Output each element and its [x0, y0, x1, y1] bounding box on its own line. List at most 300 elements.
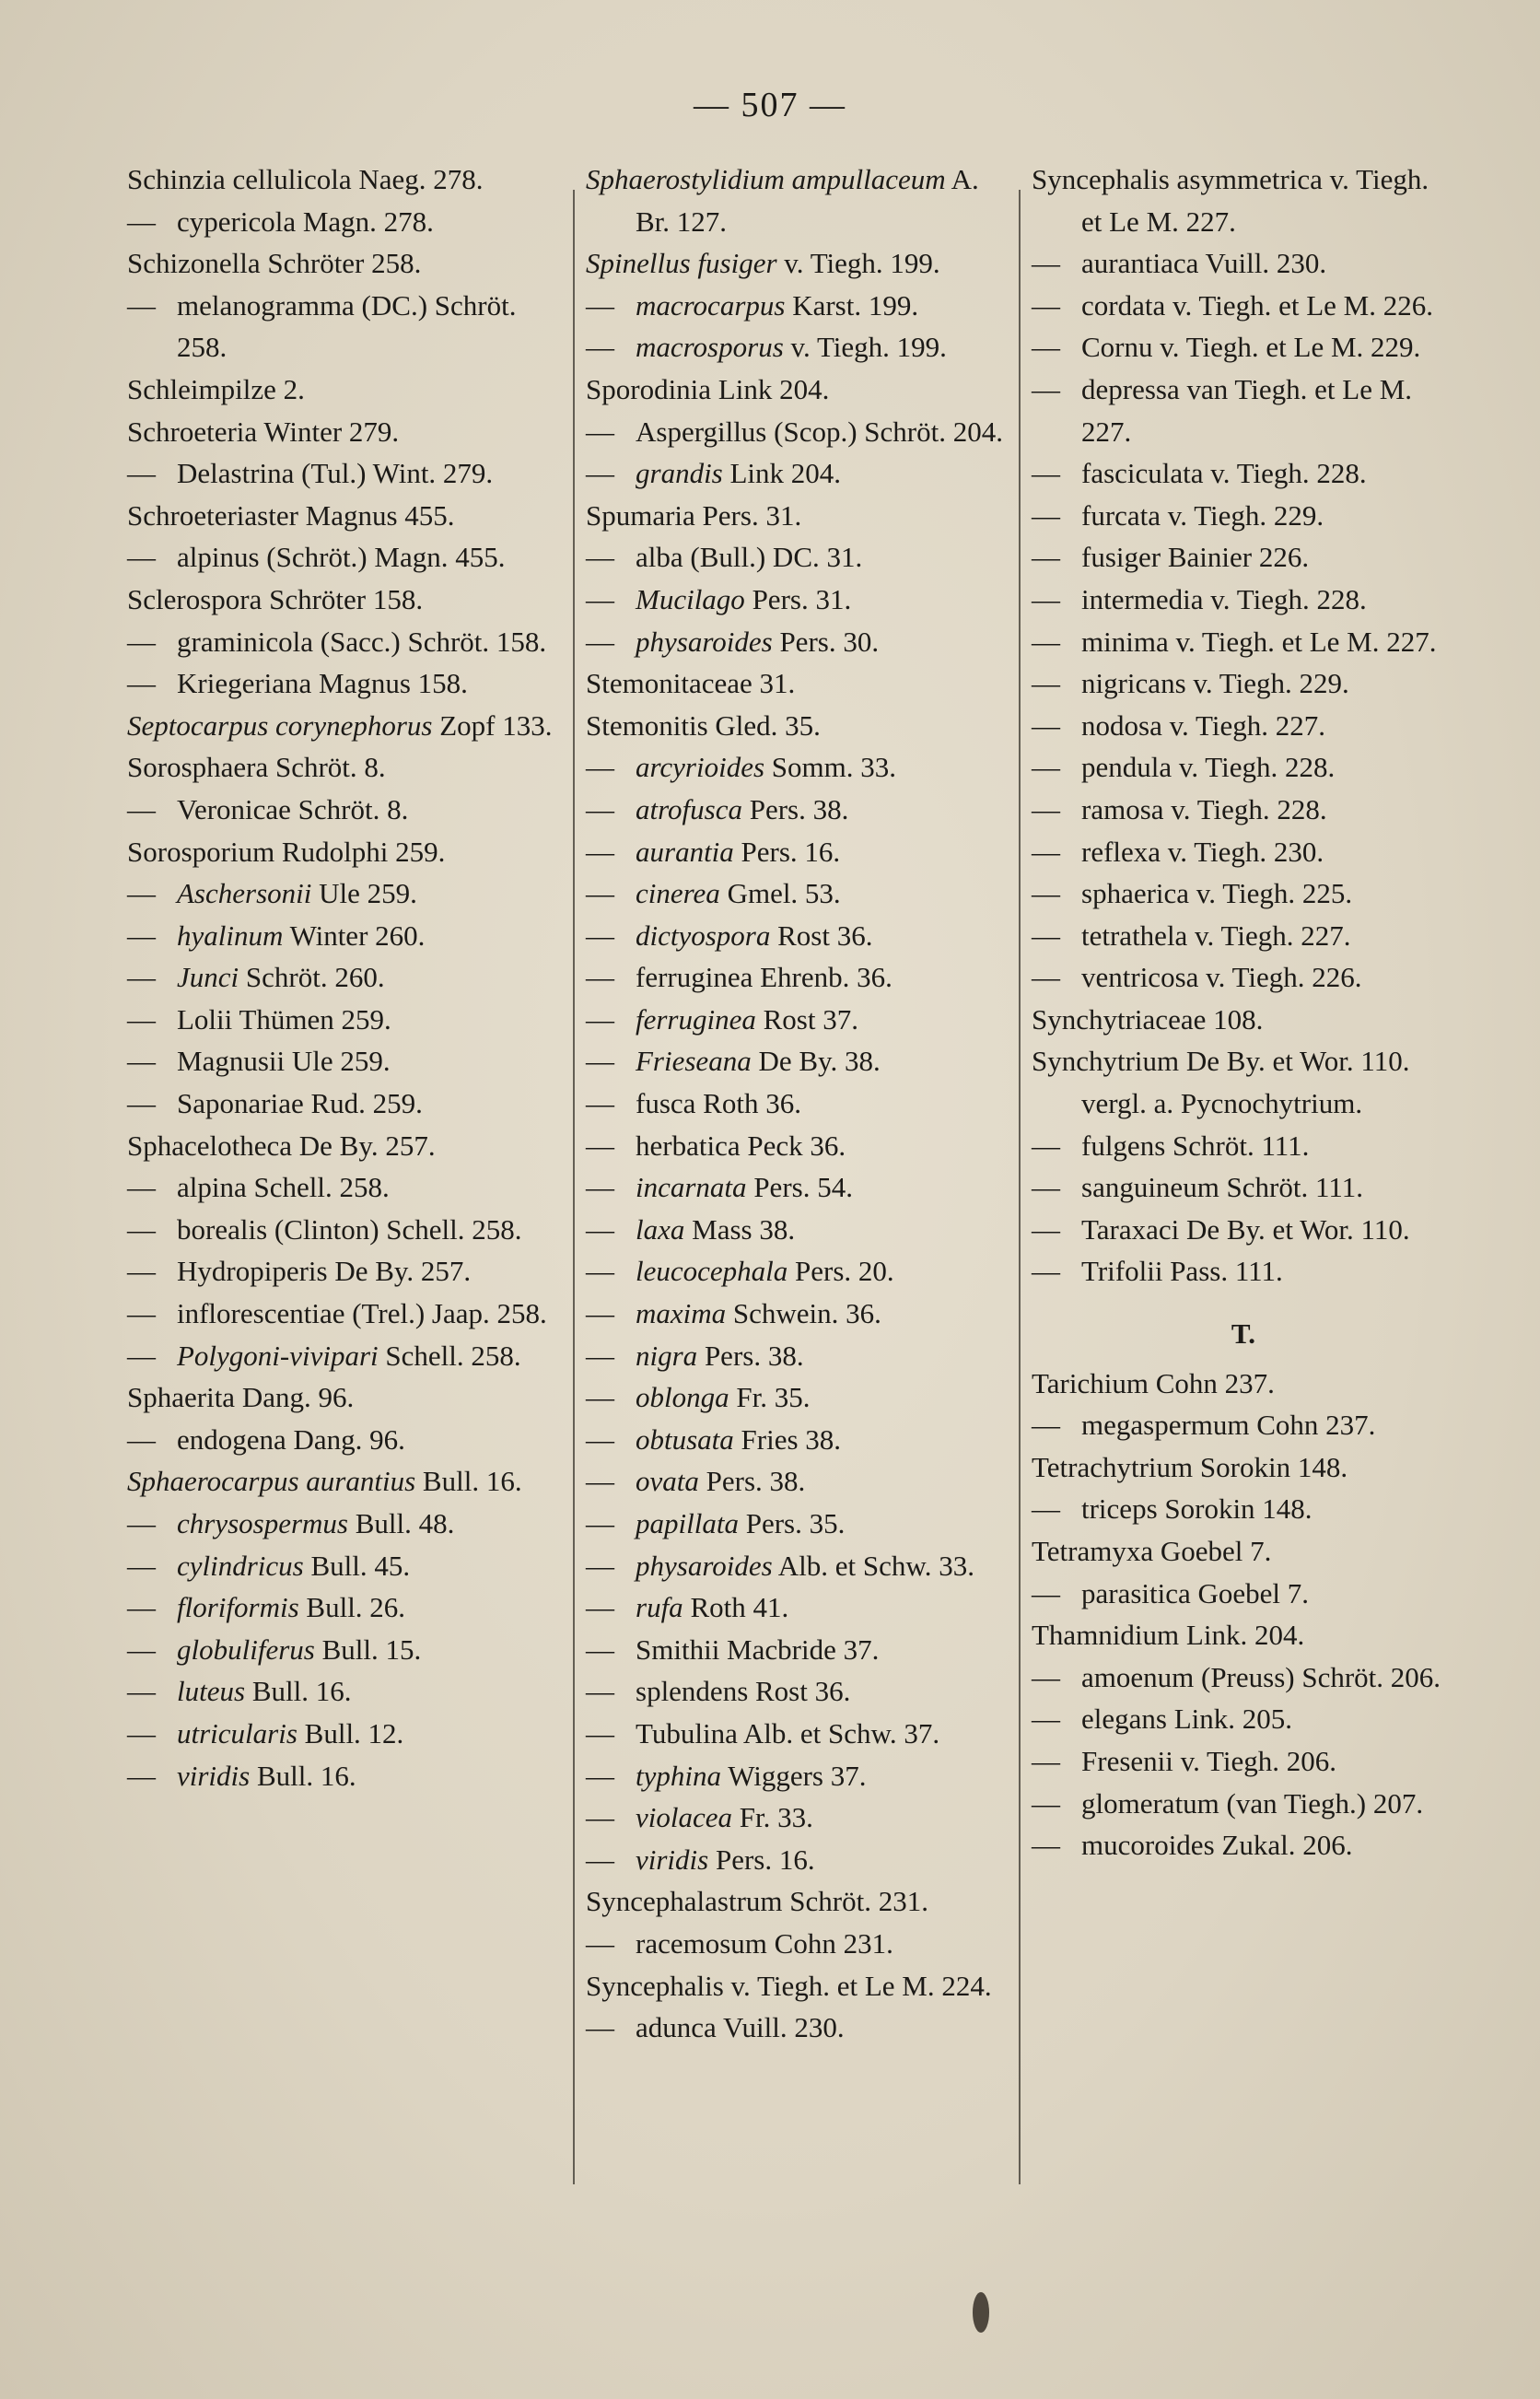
entry-text: Wiggers 37.: [721, 1759, 867, 1792]
dash-marker: —: [127, 1675, 156, 1708]
entry-text: fasciculata v. Tiegh. 228.: [1081, 457, 1367, 490]
entry-text: Mass 38.: [684, 1212, 796, 1246]
index-subentry: [127, 201, 560, 243]
index-subentry: [1032, 285, 1455, 327]
index-entry: [586, 662, 1019, 705]
dash-marker: —: [586, 1465, 614, 1498]
entry-text: Spumaria Pers. 31.: [586, 498, 802, 532]
entry-text: vergl. a. Pycnochytrium.: [1081, 1087, 1363, 1120]
dash-marker: —: [586, 1843, 614, 1876]
entry-text: ventricosa v. Tiegh. 226.: [1081, 961, 1362, 994]
index-subentry: [1032, 789, 1455, 831]
entry-text: adunca Vuill. 230.: [636, 2011, 845, 2044]
entry-text: Zopf 133.: [432, 708, 553, 742]
index-subentry: [586, 579, 1019, 621]
italic-name: maxima: [636, 1297, 727, 1330]
entry-text: Aspergillus (Scop.) Schröt. 204.: [636, 415, 1003, 448]
index-subentry: [586, 1293, 1019, 1335]
entry-text: sanguineum Schröt. 111.: [1081, 1171, 1363, 1204]
entry-text: borealis (Clinton) Schell. 258.: [177, 1212, 522, 1246]
index-entry: [1032, 1614, 1455, 1656]
italic-name: incarnata: [636, 1171, 747, 1204]
column-rule: [1019, 190, 1021, 2184]
index-subentry: [586, 1209, 1019, 1251]
index-subentry: [586, 326, 1019, 369]
index-entry: [127, 579, 560, 621]
index-entry: [127, 158, 560, 201]
index-subentry: [1032, 1488, 1455, 1530]
section-heading: T.: [1231, 1317, 1256, 1351]
dash-marker: —: [586, 792, 614, 825]
entry-text: Sporodinia Link 204.: [586, 372, 830, 405]
index-subentry: [586, 1419, 1019, 1461]
dash-marker: —: [586, 1045, 614, 1078]
index-entry: [1032, 999, 1455, 1041]
entry-text: Bull. 26.: [298, 1591, 406, 1624]
entry-text: fusca Roth 36.: [636, 1087, 801, 1120]
entry-text: Smithii Macbride 37.: [636, 1632, 880, 1666]
entry-text: Pers. 20.: [788, 1255, 894, 1288]
dash-marker: —: [127, 877, 156, 910]
index-entry: [127, 705, 560, 747]
entry-text: depressa van Tiegh. et Le M. 227.: [1081, 372, 1413, 448]
index-entry: [127, 242, 560, 285]
index-subentry: [586, 1755, 1019, 1797]
index-subentry: [586, 411, 1019, 453]
italic-name: viridis: [177, 1759, 251, 1792]
entry-text: Bull. 16.: [415, 1465, 522, 1498]
index-subentry: [586, 789, 1019, 831]
entry-text: elegans Link. 205.: [1081, 1703, 1293, 1736]
italic-name: floriformis: [177, 1591, 299, 1624]
italic-name: macrocarpus: [636, 288, 786, 322]
index-subentry: [586, 1503, 1019, 1545]
index-entry: [127, 1125, 560, 1167]
entry-text: reflexa v. Tiegh. 230.: [1081, 835, 1324, 868]
dash-marker: —: [127, 1759, 156, 1792]
index-subentry: [127, 1545, 560, 1587]
italic-name: Septocarpus corynephorus: [127, 708, 433, 742]
index-entry: [1032, 1082, 1455, 1125]
entry-text: Roth 41.: [682, 1591, 789, 1624]
entry-text: megaspermum Cohn 237.: [1081, 1409, 1376, 1442]
entry-text: fusiger Bainier 226.: [1081, 541, 1310, 574]
entry-text: ferruginea Ehrenb. 36.: [636, 961, 892, 994]
index-subentry: [586, 1629, 1019, 1671]
dash-marker: —: [127, 625, 156, 658]
entry-text: Bull. 16.: [245, 1675, 352, 1708]
dash-marker: —: [1032, 372, 1060, 405]
index-subentry: [1032, 452, 1455, 495]
dash-marker: —: [127, 792, 156, 825]
entry-text: nodosa v. Tiegh. 227.: [1081, 708, 1325, 742]
index-subentry: [1032, 621, 1455, 663]
entry-text: Bull. 48.: [348, 1507, 455, 1539]
dash-marker: —: [1032, 247, 1060, 280]
entry-text: Schell. 258.: [378, 1339, 521, 1372]
entry-text: melanogramma (DC.) Schröt. 258.: [177, 288, 517, 364]
index-subentry: [127, 452, 560, 495]
index-subentry: [1032, 956, 1455, 999]
index-subentry: [586, 999, 1019, 1041]
entry-text: Karst. 199.: [785, 288, 919, 322]
dash-marker: —: [586, 961, 614, 994]
index-subentry: [586, 1839, 1019, 1881]
entry-text: Schinzia cellulicola Naeg. 278.: [127, 163, 484, 195]
entry-text: Rost 37.: [755, 1002, 858, 1036]
index-subentry: [1032, 746, 1455, 789]
dash-marker: —: [1032, 288, 1060, 322]
entry-text: cypericola Magn. 278.: [177, 205, 434, 238]
index-entry: [127, 369, 560, 411]
dash-marker: —: [127, 1045, 156, 1078]
italic-name: typhina: [636, 1759, 721, 1792]
dash-marker: —: [127, 667, 156, 700]
entry-text: Alb. et Schw. 33.: [772, 1549, 974, 1582]
entry-text: Sclerospora Schröter 158.: [127, 582, 424, 615]
index-subentry: [1032, 705, 1455, 747]
index-subentry: [1032, 369, 1455, 452]
index-entry: [127, 831, 560, 873]
italic-name: Junci: [177, 961, 239, 994]
entry-text: Sphacelotheca De By. 257.: [127, 1129, 436, 1162]
dash-marker: —: [1032, 751, 1060, 784]
index-subentry: [1032, 579, 1455, 621]
italic-name: Sphaerocarpus aurantius: [127, 1465, 416, 1498]
index-subentry: [1032, 1740, 1455, 1783]
entry-text: Schroeteriaster Magnus 455.: [127, 498, 455, 532]
entry-text: Trifolii Pass. 111.: [1081, 1255, 1283, 1288]
dash-marker: —: [127, 205, 156, 238]
index-subentry: [586, 915, 1019, 957]
dash-marker: —: [127, 457, 156, 490]
entry-text: Pers. 38.: [698, 1465, 806, 1498]
index-subentry: [586, 956, 1019, 999]
index-subentry: [127, 1586, 560, 1629]
index-subentry: [1032, 1656, 1455, 1699]
italic-name: leucocephala: [636, 1255, 788, 1288]
entry-text: Tetrachytrium Sorokin 148.: [1032, 1450, 1348, 1483]
dash-marker: —: [586, 835, 614, 868]
italic-name: ovata: [636, 1465, 699, 1498]
entry-text: Kriegeriana Magnus 158.: [177, 667, 468, 700]
italic-name: Spinellus fusiger: [586, 247, 777, 280]
italic-name: viridis: [636, 1843, 709, 1876]
entry-text: Magnusii Ule 259.: [177, 1045, 391, 1078]
index-subentry: [1032, 326, 1455, 369]
dash-marker: —: [586, 751, 614, 784]
dash-marker: —: [127, 1087, 156, 1120]
index-subentry: [127, 662, 560, 705]
dash-marker: —: [1032, 1492, 1060, 1526]
dash-marker: —: [1032, 877, 1060, 910]
entry-text: Fresenii v. Tiegh. 206.: [1081, 1744, 1337, 1777]
dash-marker: —: [586, 331, 614, 364]
index-entry: [586, 705, 1019, 747]
index-entry: [586, 369, 1019, 411]
index-subentry: [586, 285, 1019, 327]
entry-text: Link 204.: [722, 457, 842, 490]
entry-text: Stemonitis Gled. 35.: [586, 708, 821, 742]
dash-marker: —: [127, 1297, 156, 1330]
dash-marker: —: [1032, 541, 1060, 574]
index-entry: [586, 158, 1019, 242]
dash-marker: —: [586, 1591, 614, 1624]
entry-text: alba (Bull.) DC. 31.: [636, 541, 863, 574]
index-subentry: [1032, 1824, 1455, 1867]
index-subentry: [586, 621, 1019, 663]
index-subentry: [127, 999, 560, 1041]
entry-text: Pers. 54.: [746, 1171, 853, 1204]
index-subentry: [586, 1923, 1019, 1965]
dash-marker: —: [1032, 835, 1060, 868]
entry-text: De By. 38.: [751, 1045, 881, 1078]
index-subentry: [586, 536, 1019, 579]
dash-marker: —: [127, 1339, 156, 1372]
index-entry: [1032, 1363, 1455, 1405]
entry-text: Winter 260.: [283, 919, 426, 952]
dash-marker: —: [586, 1087, 614, 1120]
index-subentry: [1032, 662, 1455, 705]
index-subentry: [586, 1460, 1019, 1503]
index-subentry: [127, 1040, 560, 1082]
dash-marker: —: [586, 1171, 614, 1204]
dash-marker: —: [586, 1926, 614, 1960]
entry-text: Tarichium Cohn 237.: [1032, 1366, 1275, 1399]
entry-text: v. Tiegh. 199.: [783, 331, 947, 364]
dash-marker: —: [586, 919, 614, 952]
dash-marker: —: [586, 1675, 614, 1708]
index-subentry: [586, 746, 1019, 789]
entry-text: Fr. 33.: [732, 1801, 813, 1834]
italic-name: hyalinum: [177, 919, 284, 952]
entry-text: minima v. Tiegh. et Le M. 227.: [1081, 625, 1437, 658]
dash-marker: —: [586, 1632, 614, 1666]
dash-marker: —: [586, 1339, 614, 1372]
entry-text: alpina Schell. 258.: [177, 1171, 390, 1204]
entry-text: Taraxaci De By. et Wor. 110.: [1081, 1212, 1410, 1246]
index-subentry: [127, 285, 560, 369]
italic-name: atrofusca: [636, 792, 742, 825]
dash-marker: —: [1032, 792, 1060, 825]
dash-marker: —: [1032, 1255, 1060, 1288]
dash-marker: —: [1032, 1171, 1060, 1204]
entry-text: Cornu v. Tiegh. et Le M. 229.: [1081, 331, 1421, 364]
index-subentry: [1032, 831, 1455, 873]
entry-text: Bull. 16.: [250, 1759, 356, 1792]
entry-text: Lolii Thümen 259.: [177, 1002, 391, 1036]
entry-text: herbatica Peck 36.: [636, 1129, 846, 1162]
dash-marker: —: [1032, 1786, 1060, 1820]
index-subentry: [127, 1419, 560, 1461]
entry-text: Schroeteria Winter 279.: [127, 415, 400, 448]
index-subentry: [586, 1166, 1019, 1209]
entry-text: splendens Rost 36.: [636, 1675, 851, 1708]
index-subentry: [127, 536, 560, 579]
dash-marker: —: [1032, 667, 1060, 700]
index-subentry: [127, 1209, 560, 1251]
dash-marker: —: [127, 1255, 156, 1288]
italic-name: macrosporus: [636, 331, 784, 364]
dash-marker: —: [586, 1549, 614, 1582]
italic-name: chrysospermus: [177, 1507, 348, 1539]
index-subentry: [586, 1545, 1019, 1587]
entry-text: Bull. 12.: [297, 1716, 404, 1750]
dash-marker: —: [1032, 1409, 1060, 1442]
dash-marker: —: [127, 1591, 156, 1624]
dash-marker: —: [586, 877, 614, 910]
entry-text: Syncephalastrum Schröt. 231.: [586, 1885, 928, 1918]
entry-text: Schleimpilze 2.: [127, 372, 305, 405]
dash-marker: —: [127, 1549, 156, 1582]
index-entry: [586, 1880, 1019, 1923]
dash-marker: —: [127, 288, 156, 322]
dash-marker: —: [1032, 708, 1060, 742]
entry-text: Somm. 33.: [764, 751, 897, 784]
entry-text: Pers. 35.: [738, 1507, 846, 1539]
dash-marker: —: [586, 415, 614, 448]
index-subentry: [586, 831, 1019, 873]
entry-text: Syncephalis asymmetrica v. Tiegh. et Le M. 227.: [1032, 163, 1429, 238]
entry-text: mucoroides Zukal. 206.: [1081, 1829, 1353, 1862]
entry-text: Thamnidium Link. 204.: [1032, 1619, 1305, 1652]
dash-marker: —: [586, 1716, 614, 1750]
dash-marker: —: [127, 1171, 156, 1204]
entry-text: tetrathela v. Tiegh. 227.: [1081, 919, 1351, 952]
dash-marker: —: [1032, 1660, 1060, 1693]
entry-text: Syncephalis v. Tiegh. et Le M. 224.: [586, 1969, 992, 2002]
dash-marker: —: [1032, 919, 1060, 952]
index-subentry: [1032, 495, 1455, 537]
dash-marker: —: [586, 582, 614, 615]
dash-marker: —: [1032, 582, 1060, 615]
dash-marker: —: [586, 1212, 614, 1246]
index-subentry: [127, 1250, 560, 1293]
italic-name: laxa: [636, 1212, 685, 1246]
italic-name: Mucilago: [636, 582, 745, 615]
index-subentry: [586, 1586, 1019, 1629]
index-subentry: [586, 1082, 1019, 1125]
dash-marker: —: [127, 1422, 156, 1456]
index-subentry: [127, 1755, 560, 1797]
entry-text: A. Br. 127.: [636, 163, 979, 238]
entry-text: Sorosporium Rudolphi 259.: [127, 835, 446, 868]
entry-text: amoenum (Preuss) Schröt. 206.: [1081, 1660, 1441, 1693]
index-subentry: [586, 2007, 1019, 2049]
dash-marker: —: [586, 1759, 614, 1792]
index-entry: [127, 411, 560, 453]
italic-name: papillata: [636, 1507, 739, 1539]
index-entry: [127, 1460, 560, 1503]
entry-text: Pers. 38.: [741, 792, 849, 825]
italic-name: Polygoni-vivipari: [177, 1339, 379, 1372]
entry-text: Pers. 30.: [772, 625, 880, 658]
dash-marker: —: [127, 919, 156, 952]
entry-text: Pers. 16.: [708, 1843, 815, 1876]
index-subentry: [127, 1629, 560, 1671]
entry-text: Pers. 31.: [744, 582, 852, 615]
dash-marker: —: [586, 1297, 614, 1330]
page-number: — 507 —: [694, 86, 846, 124]
index-subentry: [1032, 1573, 1455, 1615]
italic-name: luteus: [177, 1675, 246, 1708]
italic-name: globuliferus: [177, 1632, 315, 1666]
entry-text: aurantiaca Vuill. 230.: [1081, 247, 1327, 280]
entry-text: v. Tiegh. 199.: [776, 247, 940, 280]
italic-name: obtusata: [636, 1422, 734, 1456]
dash-marker: —: [586, 1255, 614, 1288]
index-subentry: [586, 1040, 1019, 1082]
dash-marker: —: [127, 1507, 156, 1539]
dash-marker: —: [1032, 1576, 1060, 1609]
index-subentry: [127, 872, 560, 915]
dash-marker: —: [586, 457, 614, 490]
italic-name: rufa: [636, 1591, 683, 1624]
entry-text: nigricans v. Tiegh. 229.: [1081, 667, 1349, 700]
index-subentry: [1032, 1404, 1455, 1446]
dash-marker: —: [127, 1716, 156, 1750]
entry-text: parasitica Goebel 7.: [1081, 1576, 1310, 1609]
index-subentry: [127, 1503, 560, 1545]
entry-text: Pers. 16.: [733, 835, 841, 868]
dash-marker: —: [1032, 1703, 1060, 1736]
index-entry: [127, 1376, 560, 1419]
italic-name: cylindricus: [177, 1549, 304, 1582]
entry-text: furcata v. Tiegh. 229.: [1081, 498, 1324, 532]
entry-text: ramosa v. Tiegh. 228.: [1081, 792, 1327, 825]
ink-blot: [973, 2292, 989, 2333]
index-subentry: [586, 452, 1019, 495]
dash-marker: —: [1032, 1129, 1060, 1162]
entry-text: Bull. 45.: [303, 1549, 411, 1582]
dash-marker: —: [127, 541, 156, 574]
italic-name: oblonga: [636, 1381, 729, 1414]
index-entry: [127, 746, 560, 789]
entry-text: triceps Sorokin 148.: [1081, 1492, 1312, 1526]
entry-text: endogena Dang. 96.: [177, 1422, 405, 1456]
entry-text: pendula v. Tiegh. 228.: [1081, 751, 1336, 784]
index-subentry: [1032, 1209, 1455, 1251]
dash-marker: —: [1032, 457, 1060, 490]
index-subentry: [586, 1713, 1019, 1755]
index-subentry: [127, 1293, 560, 1335]
index-entry: [1032, 1040, 1455, 1082]
dash-marker: —: [1032, 498, 1060, 532]
entry-text: Synchytriaceae 108.: [1032, 1002, 1264, 1036]
entry-text: fulgens Schröt. 111.: [1081, 1129, 1310, 1162]
index-subentry: [127, 956, 560, 999]
index-column-1: [127, 158, 560, 1796]
index-subentry: [127, 915, 560, 957]
entry-text: Schizonella Schröter 258.: [127, 247, 422, 280]
entry-text: Veronicae Schröt. 8.: [177, 792, 409, 825]
dash-marker: —: [1032, 331, 1060, 364]
dash-marker: —: [1032, 1744, 1060, 1777]
index-entry: [586, 495, 1019, 537]
dash-marker: —: [586, 2011, 614, 2044]
entry-text: Fries 38.: [733, 1422, 842, 1456]
index-column-3: [1032, 158, 1455, 1867]
entry-text: Tetramyxa Goebel 7.: [1032, 1535, 1272, 1567]
entry-text: Rost 36.: [770, 919, 873, 952]
index-subentry: [1032, 1783, 1455, 1825]
entry-text: Stemonitaceae 31.: [586, 667, 796, 700]
entry-text: cordata v. Tiegh. et Le M. 226.: [1081, 288, 1433, 322]
italic-name: Aschersonii: [177, 877, 312, 910]
dash-marker: —: [127, 1002, 156, 1036]
index-entry: [127, 495, 560, 537]
index-subentry: [586, 1335, 1019, 1377]
